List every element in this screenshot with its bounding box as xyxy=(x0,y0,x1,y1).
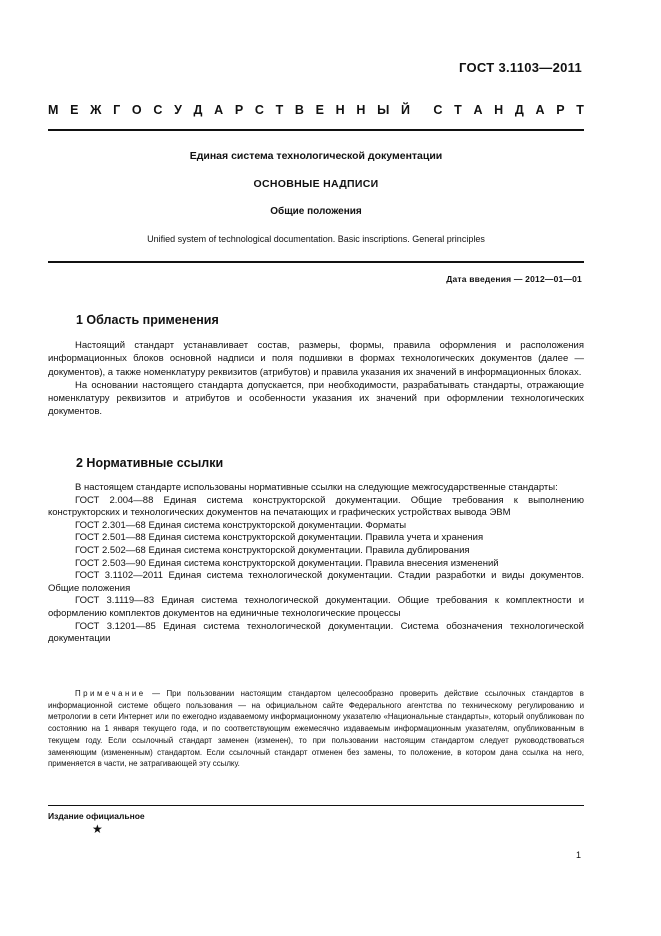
heading-letter: А xyxy=(473,103,483,117)
heading-letter: А xyxy=(535,103,545,117)
document-title: ОСНОВНЫЕ НАДПИСИ xyxy=(253,178,379,190)
top-divider xyxy=(48,129,584,131)
heading-letter: С xyxy=(433,103,443,117)
heading-letter: Р xyxy=(556,103,565,117)
system-title: Единая система технологической документации xyxy=(189,150,443,162)
reference-item: ГОСТ 3.1102—2011 Единая система технологической документации. Стадии разработки и виды документов. Общие положения xyxy=(48,570,584,594)
heading-letter: Г xyxy=(113,103,121,117)
section-1-heading: 1 Область применения xyxy=(76,313,219,327)
paragraph: Настоящий стандарт устанавливает состав, размеры, формы, правила оформления и расположения информационных блоков основной надписи и поля подшивки в формах технологических документов (далее — документов), а также номенклатуру реквизитов (атрибутов) и правила указания их значений в информационных блоках. xyxy=(48,340,584,378)
document-subtitle: Общие положения xyxy=(270,206,362,217)
english-title: Unified system of technological documentation. Basic inscriptions. General principles xyxy=(147,234,485,244)
heading-letter: М xyxy=(48,103,59,117)
reference-item: ГОСТ 3.1201—85 Единая система технологической документации. Система обозначения технологической документации xyxy=(48,620,584,645)
heading-letter: Н xyxy=(494,103,504,117)
heading-letter: Й xyxy=(401,103,411,117)
title-bottom-divider xyxy=(48,261,584,263)
reference-item: ГОСТ 2.004—88 Единая система конструкторской документации. Общие требования к выполнению конструкторских и технологических документов на печатающих и графических устройствах вывода ЭВМ xyxy=(48,494,584,519)
note-paragraph xyxy=(48,688,584,770)
section-2-heading: 2 Нормативные ссылки xyxy=(76,456,224,470)
heading-letter: Т xyxy=(275,103,284,117)
heading-letter: Р xyxy=(234,103,244,117)
heading-letter: Д xyxy=(514,103,524,117)
introduction-date: Дата введения — 2012—01—01 xyxy=(446,274,582,284)
star-icon: ★ xyxy=(92,822,103,836)
heading-letter: У xyxy=(174,103,182,117)
heading-letter: А xyxy=(214,103,224,117)
section-2-body xyxy=(48,482,584,646)
paragraph: В настоящем стандарте использованы нормативные ссылки на следующие межгосударственные стандарты: xyxy=(75,482,558,493)
reference-item: ГОСТ 3.1119—83 Единая система технологической документации. Общие требования к комплектности и оформлению комплектов документов на единичные технологические процессы xyxy=(48,595,584,619)
heading-letter: Е xyxy=(70,103,79,117)
heading-letter: Е xyxy=(315,103,324,117)
reference-item: ГОСТ 2.502—68 Единая система конструкторской документации. Правила дублирования xyxy=(75,544,470,556)
heading-letter: Ж xyxy=(90,103,102,117)
page-number: 1 xyxy=(575,850,581,860)
section-1-body xyxy=(48,339,584,419)
note-label: Примечание xyxy=(75,689,146,698)
heading-letter: О xyxy=(131,103,142,117)
heading-letter: С xyxy=(254,103,264,117)
heading-letter: С xyxy=(153,103,163,117)
heading-letter: Д xyxy=(193,103,203,117)
heading-letter: Н xyxy=(356,103,366,117)
heading-letter: Ы xyxy=(377,103,390,117)
note-block xyxy=(48,688,584,770)
official-edition-label: Издание официальное xyxy=(48,811,145,821)
reference-item: ГОСТ 2.301—68 Единая система конструкторской документации. Форматы xyxy=(75,519,407,531)
heading-letter: Т xyxy=(576,103,584,117)
footer-divider xyxy=(48,805,584,806)
paragraph: На основании настоящего стандарта допускается, при необходимости, разрабатывать стандарты, отражающие номенклатуру реквизитов и атрибутов и особенности указания их значений при оформлении технологических документов. xyxy=(48,379,584,418)
interstate-standard-heading xyxy=(48,103,584,117)
gost-number: ГОСТ 3.1103—2011 xyxy=(459,60,582,75)
reference-item: ГОСТ 2.501—88 Единая система конструкторской документации. Правила учета и хранения xyxy=(75,532,484,544)
heading-letter: В xyxy=(294,103,304,117)
heading-letter: Н xyxy=(335,103,345,117)
heading-letter: Т xyxy=(454,103,462,117)
reference-item: ГОСТ 2.503—90 Единая система конструкторской документации. Правила внесения изменений xyxy=(75,557,499,569)
note-text: — При пользовании настоящим стандартом целесообразно проверить действие ссылочных стандартов в информационной системе общего пользования — на официальном сайте Федерального агентства по техническому регулированию и метрологии в сети Интернет или по ежегодно издаваемому информационному указателю «Национальные стандарты», который опубликован по состоянию на 1 января текущего года, и по соответствующим ежемесячно издаваемым информационным указателям, опубликованным в текущем году. Если ссылочный стандарт заменен (изменен), то при пользовании настоящим стандартом следует руководствоваться заменяющим (измененным) стандартом. Если ссылочный стандарт отменен без замены, то положение, в котором дана ссылка на него, применяется в части, не затрагивающей эту ссылку. xyxy=(48,689,584,769)
